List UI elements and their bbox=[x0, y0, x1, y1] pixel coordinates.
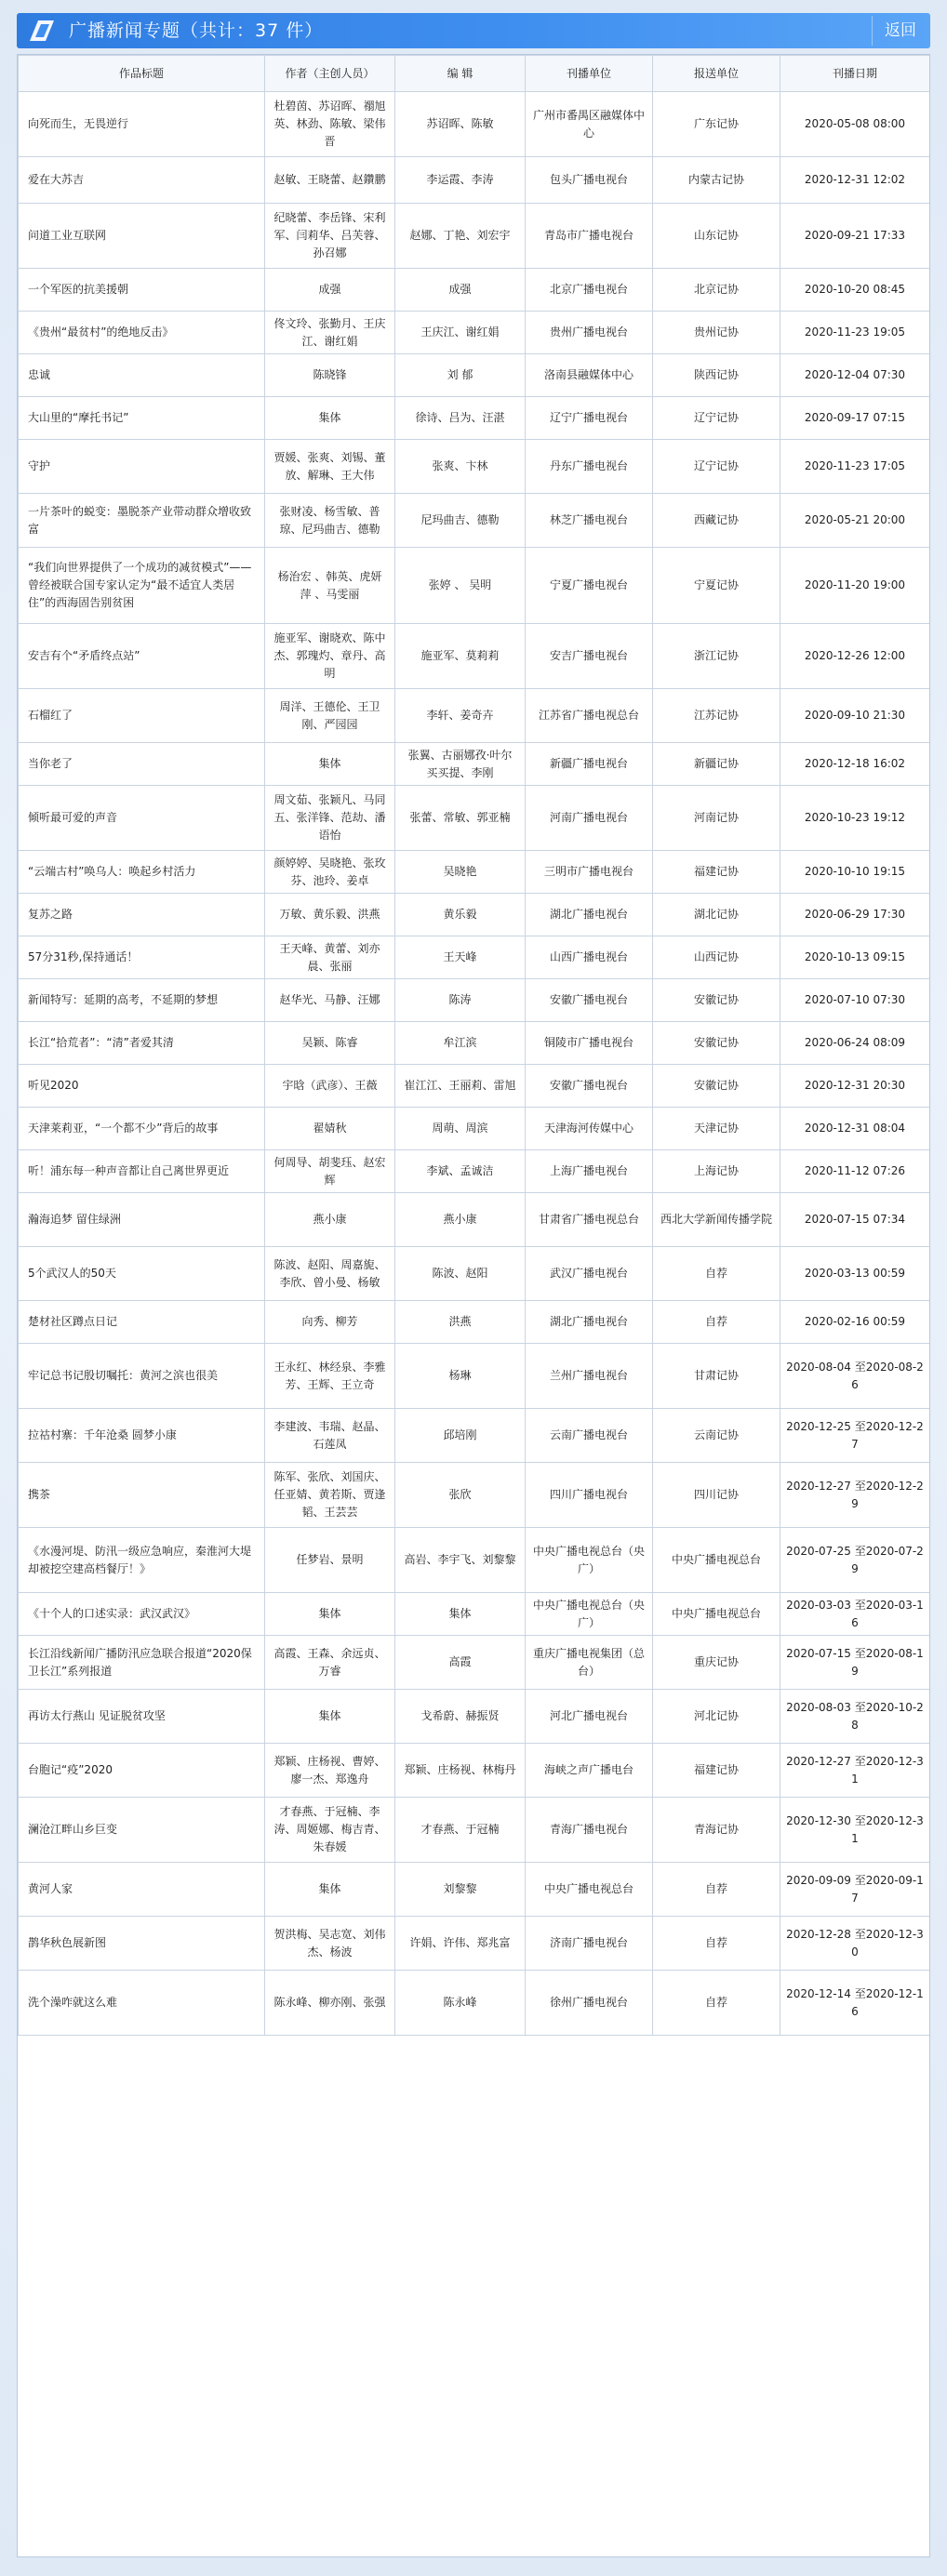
cell-date: 2020-05-08 08:00 bbox=[780, 92, 930, 157]
cell-authors: 陈永峰、柳亦刚、张强 bbox=[265, 1971, 395, 2036]
cell-date: 2020-09-09 至2020-09-17 bbox=[780, 1863, 930, 1917]
cell-date: 2020-12-31 08:04 bbox=[780, 1108, 930, 1150]
cell-date: 2020-12-31 20:30 bbox=[780, 1065, 930, 1108]
table-row bbox=[19, 743, 930, 786]
cell-authors: 施亚军、谢晓欢、陈中杰、郭瑰灼、章丹、高明 bbox=[265, 624, 395, 689]
cell-submitter: 湖北记协 bbox=[653, 894, 780, 936]
cell-submitter: 辽宁记协 bbox=[653, 397, 780, 440]
table-row bbox=[19, 1409, 930, 1463]
table-row bbox=[19, 786, 930, 851]
table-row bbox=[19, 1065, 930, 1108]
cell-authors: 陈晓锋 bbox=[265, 354, 395, 397]
table-row bbox=[19, 157, 930, 204]
table-row bbox=[19, 689, 930, 743]
cell-title[interactable]: 《贵州“最贫村”的绝地反击》 bbox=[19, 312, 265, 354]
cell-publisher: 济南广播电视台 bbox=[526, 1917, 653, 1971]
cell-authors: 集体 bbox=[265, 1593, 395, 1636]
table-row bbox=[19, 269, 930, 312]
cell-submitter: 安徽记协 bbox=[653, 1065, 780, 1108]
cell-submitter: 中央广播电视总台 bbox=[653, 1528, 780, 1593]
cell-submitter: 西北大学新闻传播学院 bbox=[653, 1193, 780, 1247]
cell-authors: 集体 bbox=[265, 1863, 395, 1917]
cell-title[interactable]: 听见2020 bbox=[19, 1065, 265, 1108]
cell-submitter: 内蒙古记协 bbox=[653, 157, 780, 204]
cell-date: 2020-10-13 09:15 bbox=[780, 936, 930, 979]
cell-title[interactable]: 鹊华秋色展新图 bbox=[19, 1917, 265, 1971]
cell-submitter: 福建记协 bbox=[653, 851, 780, 894]
cell-publisher: 三明市广播电视台 bbox=[526, 851, 653, 894]
cell-editors: 李轩、姜奇卉 bbox=[395, 689, 526, 743]
cell-date: 2020-06-29 17:30 bbox=[780, 894, 930, 936]
cell-date: 2020-12-04 07:30 bbox=[780, 354, 930, 397]
cell-submitter: 中央广播电视总台 bbox=[653, 1593, 780, 1636]
cell-publisher: 安吉广播电视台 bbox=[526, 624, 653, 689]
cell-date: 2020-12-27 至2020-12-29 bbox=[780, 1463, 930, 1528]
cell-date: 2020-12-25 至2020-12-27 bbox=[780, 1409, 930, 1463]
table-row bbox=[19, 1301, 930, 1344]
cell-date: 2020-09-17 07:15 bbox=[780, 397, 930, 440]
cell-title[interactable]: 复苏之路 bbox=[19, 894, 265, 936]
cell-editors: 戈希蔚、赫振贤 bbox=[395, 1690, 526, 1744]
cell-submitter: 福建记协 bbox=[653, 1744, 780, 1798]
cell-editors: 张欣 bbox=[395, 1463, 526, 1528]
cell-title[interactable]: 守护 bbox=[19, 440, 265, 494]
cell-editors: 刘黎黎 bbox=[395, 1863, 526, 1917]
table-row bbox=[19, 979, 930, 1022]
cell-publisher: 湖北广播电视台 bbox=[526, 894, 653, 936]
cell-publisher: 上海广播电视台 bbox=[526, 1150, 653, 1193]
cell-editors: 施亚军、莫莉莉 bbox=[395, 624, 526, 689]
news-table bbox=[18, 55, 930, 2036]
cell-editors: 张蕾、常敏、郭亚楠 bbox=[395, 786, 526, 851]
cell-title[interactable]: 当你老了 bbox=[19, 743, 265, 786]
cell-submitter: 云南记协 bbox=[653, 1409, 780, 1463]
cell-authors: 万敏、黄乐毅、洪燕 bbox=[265, 894, 395, 936]
cell-submitter: 西藏记协 bbox=[653, 494, 780, 548]
cell-authors: 集体 bbox=[265, 397, 395, 440]
column-header-editors: 编 辑 bbox=[395, 56, 526, 92]
cell-authors: 颜婷婷、吴晓艳、张玫芬、池玲、姜卓 bbox=[265, 851, 395, 894]
cell-editors: 徐诗、吕为、汪湛 bbox=[395, 397, 526, 440]
cell-editors: 才春燕、于冠楠 bbox=[395, 1798, 526, 1863]
cell-date: 2020-12-26 12:00 bbox=[780, 624, 930, 689]
cell-authors: 周洋、王德伦、王卫刚、严园园 bbox=[265, 689, 395, 743]
cell-editors: 苏诏晖、陈敏 bbox=[395, 92, 526, 157]
cell-submitter: 安徽记协 bbox=[653, 1022, 780, 1065]
cell-title[interactable]: 黄河人家 bbox=[19, 1863, 265, 1917]
cell-authors: 才春燕、于冠楠、李涛、周姬娜、梅吉青、朱春媛 bbox=[265, 1798, 395, 1863]
table-row bbox=[19, 204, 930, 269]
cell-date: 2020-03-03 至2020-03-16 bbox=[780, 1593, 930, 1636]
cell-date: 2020-09-21 17:33 bbox=[780, 204, 930, 269]
cell-date: 2020-11-23 17:05 bbox=[780, 440, 930, 494]
cell-authors: 王永红、林经泉、李雅芳、王辉、王立奇 bbox=[265, 1344, 395, 1409]
cell-authors: 王天峰、黄蕾、刘亦晨、张丽 bbox=[265, 936, 395, 979]
cell-editors: 杨琳 bbox=[395, 1344, 526, 1409]
cell-submitter: 新疆记协 bbox=[653, 743, 780, 786]
cell-submitter: 自荐 bbox=[653, 1917, 780, 1971]
cell-title[interactable]: 《十个人的口述实录：武汉武汉》 bbox=[19, 1593, 265, 1636]
cell-authors: 陈波、赵阳、周嘉旎、李欣、曾小曼、杨敏 bbox=[265, 1247, 395, 1301]
table-row bbox=[19, 1593, 930, 1636]
cell-title[interactable]: “我们向世界提供了一个成功的减贫模式”——曾经被联合国专家认定为“最不适宜人类居住”的西海固告别贫困 bbox=[19, 548, 265, 624]
table-row bbox=[19, 440, 930, 494]
table-row bbox=[19, 92, 930, 157]
cell-publisher: 广州市番禺区融媒体中心 bbox=[526, 92, 653, 157]
cell-authors: 张财凌、杨雪敏、普琼、尼玛曲吉、德勒 bbox=[265, 494, 395, 548]
cell-title[interactable]: 一个军医的抗美援朝 bbox=[19, 269, 265, 312]
cell-editors: 陈永峰 bbox=[395, 1971, 526, 2036]
cell-submitter: 河北记协 bbox=[653, 1690, 780, 1744]
table-header-row bbox=[19, 56, 930, 92]
table-row bbox=[19, 1108, 930, 1150]
table-row bbox=[19, 1690, 930, 1744]
cell-date: 2020-12-28 至2020-12-30 bbox=[780, 1917, 930, 1971]
cell-title[interactable]: 爱在大苏吉 bbox=[19, 157, 265, 204]
cell-editors: 李斌、孟诚洁 bbox=[395, 1150, 526, 1193]
header-logo-icon bbox=[30, 20, 54, 41]
cell-authors: 李建波、韦瑞、赵晶、石莲凤 bbox=[265, 1409, 395, 1463]
cell-publisher: 江苏省广播电视总台 bbox=[526, 689, 653, 743]
cell-publisher: 安徽广播电视台 bbox=[526, 979, 653, 1022]
column-header-publisher: 刊播单位 bbox=[526, 56, 653, 92]
cell-authors: 赵敏、王晓蕾、赵鑽鹏 bbox=[265, 157, 395, 204]
table-row bbox=[19, 1344, 930, 1409]
cell-publisher: 中央广播电视总台（央广） bbox=[526, 1593, 653, 1636]
table-row bbox=[19, 1971, 930, 2036]
table-row bbox=[19, 312, 930, 354]
cell-title[interactable]: 问道工业互联网 bbox=[19, 204, 265, 269]
cell-publisher: 包头广播电视台 bbox=[526, 157, 653, 204]
cell-editors: 王庆江、谢红娟 bbox=[395, 312, 526, 354]
cell-title[interactable]: 长江“拾荒者”：“清”者爱其清 bbox=[19, 1022, 265, 1065]
cell-submitter: 辽宁记协 bbox=[653, 440, 780, 494]
cell-editors: 张爽、卞林 bbox=[395, 440, 526, 494]
cell-title[interactable]: 台胞记“疫”2020 bbox=[19, 1744, 265, 1798]
cell-submitter: 贵州记协 bbox=[653, 312, 780, 354]
cell-editors: 赵娜、丁艳、刘宏宇 bbox=[395, 204, 526, 269]
cell-date: 2020-07-25 至2020-07-29 bbox=[780, 1528, 930, 1593]
cell-title[interactable]: 5个武汉人的50天 bbox=[19, 1247, 265, 1301]
cell-editors: 邱培刚 bbox=[395, 1409, 526, 1463]
cell-submitter: 广东记协 bbox=[653, 92, 780, 157]
cell-submitter: 自荐 bbox=[653, 1971, 780, 2036]
cell-authors: 翟婧秋 bbox=[265, 1108, 395, 1150]
cell-title[interactable]: 《水漫河堤、防汛一级应急响应，秦淮河大堤却被挖空建高档餐厅！》 bbox=[19, 1528, 265, 1593]
cell-date: 2020-11-12 07:26 bbox=[780, 1150, 930, 1193]
cell-title[interactable]: 天津莱莉亚，“一个都不少”背后的故事 bbox=[19, 1108, 265, 1150]
cell-date: 2020-12-27 至2020-12-31 bbox=[780, 1744, 930, 1798]
cell-submitter: 江苏记协 bbox=[653, 689, 780, 743]
cell-editors: 燕小康 bbox=[395, 1193, 526, 1247]
table-row bbox=[19, 548, 930, 624]
cell-title[interactable]: 牢记总书记殷切嘱托：黄河之滨也很美 bbox=[19, 1344, 265, 1409]
table-body bbox=[19, 92, 930, 2036]
news-table-container bbox=[17, 54, 930, 2557]
cell-editors: 陈波、赵阳 bbox=[395, 1247, 526, 1301]
cell-submitter: 自荐 bbox=[653, 1247, 780, 1301]
cell-title[interactable]: 向死而生，无畏逆行 bbox=[19, 92, 265, 157]
cell-authors: 任梦岩、景明 bbox=[265, 1528, 395, 1593]
cell-editors: 周萌、周滨 bbox=[395, 1108, 526, 1150]
cell-publisher: 青海广播电视台 bbox=[526, 1798, 653, 1863]
cell-title[interactable]: 携茶 bbox=[19, 1463, 265, 1528]
cell-publisher: 山西广播电视台 bbox=[526, 936, 653, 979]
cell-publisher: 四川广播电视台 bbox=[526, 1463, 653, 1528]
table-row bbox=[19, 936, 930, 979]
back-button[interactable]: 返回 bbox=[872, 16, 928, 46]
cell-title[interactable]: 楚材社区蹲点日记 bbox=[19, 1301, 265, 1344]
cell-publisher: 新疆广播电视台 bbox=[526, 743, 653, 786]
cell-submitter: 自荐 bbox=[653, 1863, 780, 1917]
cell-date: 2020-05-21 20:00 bbox=[780, 494, 930, 548]
cell-submitter: 甘肃记协 bbox=[653, 1344, 780, 1409]
table-row bbox=[19, 354, 930, 397]
cell-editors: 高霞 bbox=[395, 1636, 526, 1690]
table-row bbox=[19, 851, 930, 894]
cell-editors: 许娟、许伟、郑兆富 bbox=[395, 1917, 526, 1971]
cell-publisher: 天津海河传媒中心 bbox=[526, 1108, 653, 1150]
cell-editors: 郑颖、庄杨视、林梅丹 bbox=[395, 1744, 526, 1798]
cell-authors: 集体 bbox=[265, 743, 395, 786]
cell-title[interactable]: 澜沧江畔山乡巨变 bbox=[19, 1798, 265, 1863]
cell-date: 2020-08-04 至2020-08-26 bbox=[780, 1344, 930, 1409]
cell-submitter: 浙江记协 bbox=[653, 624, 780, 689]
cell-submitter: 上海记协 bbox=[653, 1150, 780, 1193]
cell-authors: 成强 bbox=[265, 269, 395, 312]
cell-submitter: 山东记协 bbox=[653, 204, 780, 269]
cell-editors: 集体 bbox=[395, 1593, 526, 1636]
cell-submitter: 重庆记协 bbox=[653, 1636, 780, 1690]
cell-title[interactable]: 拉祜村寨：千年沧桑 圆梦小康 bbox=[19, 1409, 265, 1463]
cell-publisher: 林芝广播电视台 bbox=[526, 494, 653, 548]
cell-authors: 佟文玲、张勤月、王庆江、谢红娟 bbox=[265, 312, 395, 354]
cell-title[interactable]: 忠诚 bbox=[19, 354, 265, 397]
cell-editors: 牟江滨 bbox=[395, 1022, 526, 1065]
cell-submitter: 北京记协 bbox=[653, 269, 780, 312]
cell-title[interactable]: 57分31秒,保持通话！ bbox=[19, 936, 265, 979]
cell-publisher: 北京广播电视台 bbox=[526, 269, 653, 312]
cell-authors: 杜碧茵、苏诏晖、禤旭英、林劲、陈敏、梁伟晋 bbox=[265, 92, 395, 157]
cell-editors: 尼玛曲吉、德勒 bbox=[395, 494, 526, 548]
cell-publisher: 河北广播电视台 bbox=[526, 1690, 653, 1744]
cell-authors: 郑颖、庄杨视、曹婷、廖一杰、郑逸舟 bbox=[265, 1744, 395, 1798]
cell-editors: 高岩、李宇飞、刘黎黎 bbox=[395, 1528, 526, 1593]
cell-date: 2020-07-10 07:30 bbox=[780, 979, 930, 1022]
table-row bbox=[19, 1917, 930, 1971]
cell-submitter: 自荐 bbox=[653, 1301, 780, 1344]
table-row bbox=[19, 1193, 930, 1247]
table-row bbox=[19, 1798, 930, 1863]
cell-publisher: 辽宁广播电视台 bbox=[526, 397, 653, 440]
cell-date: 2020-10-10 19:15 bbox=[780, 851, 930, 894]
cell-date: 2020-11-20 19:00 bbox=[780, 548, 930, 624]
cell-title[interactable]: 大山里的“摩托书记” bbox=[19, 397, 265, 440]
cell-date: 2020-02-16 00:59 bbox=[780, 1301, 930, 1344]
cell-title[interactable]: 一片茶叶的蜕变：墨脱茶产业带动群众增收致富 bbox=[19, 494, 265, 548]
cell-editors: 洪燕 bbox=[395, 1301, 526, 1344]
cell-authors: 高霞、王森、余远贞、万睿 bbox=[265, 1636, 395, 1690]
cell-authors: 贾媛、张爽、刘锡、董放、解琳、王大伟 bbox=[265, 440, 395, 494]
cell-submitter: 安徽记协 bbox=[653, 979, 780, 1022]
table-row bbox=[19, 1463, 930, 1528]
cell-authors: 赵华光、马静、汪娜 bbox=[265, 979, 395, 1022]
cell-date: 2020-10-20 08:45 bbox=[780, 269, 930, 312]
cell-title[interactable]: 洗个澡咋就这么难 bbox=[19, 1971, 265, 2036]
cell-date: 2020-07-15 至2020-08-19 bbox=[780, 1636, 930, 1690]
cell-authors: 集体 bbox=[265, 1690, 395, 1744]
cell-submitter: 宁夏记协 bbox=[653, 548, 780, 624]
cell-date: 2020-10-23 19:12 bbox=[780, 786, 930, 851]
table-row bbox=[19, 894, 930, 936]
cell-publisher: 青岛市广播电视台 bbox=[526, 204, 653, 269]
cell-date: 2020-12-14 至2020-12-16 bbox=[780, 1971, 930, 2036]
cell-submitter: 四川记协 bbox=[653, 1463, 780, 1528]
cell-title[interactable]: 石榴红了 bbox=[19, 689, 265, 743]
column-header-date: 刊播日期 bbox=[780, 56, 930, 92]
table-row bbox=[19, 397, 930, 440]
cell-date: 2020-08-03 至2020-10-28 bbox=[780, 1690, 930, 1744]
cell-publisher: 海峡之声广播电台 bbox=[526, 1744, 653, 1798]
cell-publisher: 洛南县融媒体中心 bbox=[526, 354, 653, 397]
cell-publisher: 贵州广播电视台 bbox=[526, 312, 653, 354]
table-row bbox=[19, 1022, 930, 1065]
page-title: 广播新闻专题（共计：37 件） bbox=[69, 20, 324, 41]
cell-authors: 陈军、张欣、刘国庆、任亚婧、黄若斯、贾逢韬、王芸芸 bbox=[265, 1463, 395, 1528]
cell-authors: 宇晗（武彦）、王薇 bbox=[265, 1065, 395, 1108]
cell-editors: 张翼、古丽娜孜·叶尔买买提、李刚 bbox=[395, 743, 526, 786]
cell-publisher: 重庆广播电视集团（总台） bbox=[526, 1636, 653, 1690]
cell-date: 2020-07-15 07:34 bbox=[780, 1193, 930, 1247]
cell-editors: 吴晓艳 bbox=[395, 851, 526, 894]
cell-date: 2020-11-23 19:05 bbox=[780, 312, 930, 354]
table-row bbox=[19, 1150, 930, 1193]
cell-publisher: 丹东广播电视台 bbox=[526, 440, 653, 494]
cell-editors: 成强 bbox=[395, 269, 526, 312]
cell-date: 2020-12-18 16:02 bbox=[780, 743, 930, 786]
cell-authors: 何周导、胡斐珏、赵宏辉 bbox=[265, 1150, 395, 1193]
table-row bbox=[19, 1744, 930, 1798]
cell-publisher: 中央广播电视总台 bbox=[526, 1863, 653, 1917]
cell-publisher: 徐州广播电视台 bbox=[526, 1971, 653, 2036]
cell-authors: 吴颖、陈睿 bbox=[265, 1022, 395, 1065]
page-header bbox=[17, 13, 930, 48]
cell-title[interactable]: 听！浦东每一种声音都让自己离世界更近 bbox=[19, 1150, 265, 1193]
column-header-title: 作品标题 bbox=[19, 56, 265, 92]
cell-authors: 贺洪梅、吴志宽、刘伟杰、杨波 bbox=[265, 1917, 395, 1971]
cell-editors: 王天峰 bbox=[395, 936, 526, 979]
cell-publisher: 宁夏广播电视台 bbox=[526, 548, 653, 624]
column-header-authors: 作者（主创人员） bbox=[265, 56, 395, 92]
cell-submitter: 河南记协 bbox=[653, 786, 780, 851]
cell-submitter: 陕西记协 bbox=[653, 354, 780, 397]
cell-title[interactable]: 新闻特写：延期的高考，不延期的梦想 bbox=[19, 979, 265, 1022]
cell-publisher: 中央广播电视总台（央广） bbox=[526, 1528, 653, 1593]
cell-publisher: 安徽广播电视台 bbox=[526, 1065, 653, 1108]
table-row bbox=[19, 1247, 930, 1301]
cell-publisher: 甘肃省广播电视总台 bbox=[526, 1193, 653, 1247]
table-row bbox=[19, 1863, 930, 1917]
cell-date: 2020-09-10 21:30 bbox=[780, 689, 930, 743]
cell-submitter: 山西记协 bbox=[653, 936, 780, 979]
cell-editors: 陈涛 bbox=[395, 979, 526, 1022]
cell-authors: 杨治宏 、韩英、虎妍萍 、马雯丽 bbox=[265, 548, 395, 624]
cell-date: 2020-12-30 至2020-12-31 bbox=[780, 1798, 930, 1863]
cell-editors: 刘 郁 bbox=[395, 354, 526, 397]
cell-title[interactable]: 瀚海追梦 留住绿洲 bbox=[19, 1193, 265, 1247]
cell-publisher: 武汉广播电视台 bbox=[526, 1247, 653, 1301]
cell-editors: 黄乐毅 bbox=[395, 894, 526, 936]
table-row bbox=[19, 1528, 930, 1593]
cell-publisher: 河南广播电视台 bbox=[526, 786, 653, 851]
table-row bbox=[19, 624, 930, 689]
cell-date: 2020-06-24 08:09 bbox=[780, 1022, 930, 1065]
cell-publisher: 兰州广播电视台 bbox=[526, 1344, 653, 1409]
column-header-submitter: 报送单位 bbox=[653, 56, 780, 92]
cell-title[interactable]: 倾听最可爱的声音 bbox=[19, 786, 265, 851]
table-row bbox=[19, 494, 930, 548]
cell-publisher: 铜陵市广播电视台 bbox=[526, 1022, 653, 1065]
cell-title[interactable]: 长江沿线新闻广播防汛应急联合报道“2020保卫长江”系列报道 bbox=[19, 1636, 265, 1690]
cell-submitter: 青海记协 bbox=[653, 1798, 780, 1863]
cell-authors: 周文茹、张颖凡、马同五、张洋锋、范劫、潘语怡 bbox=[265, 786, 395, 851]
cell-date: 2020-03-13 00:59 bbox=[780, 1247, 930, 1301]
cell-submitter: 天津记协 bbox=[653, 1108, 780, 1150]
table-row bbox=[19, 1636, 930, 1690]
cell-editors: 李运霞、李涛 bbox=[395, 157, 526, 204]
cell-authors: 燕小康 bbox=[265, 1193, 395, 1247]
cell-publisher: 湖北广播电视台 bbox=[526, 1301, 653, 1344]
cell-publisher: 云南广播电视台 bbox=[526, 1409, 653, 1463]
cell-editors: 张婷 、 吴明 bbox=[395, 548, 526, 624]
cell-date: 2020-12-31 12:02 bbox=[780, 157, 930, 204]
cell-authors: 向秀、柳芳 bbox=[265, 1301, 395, 1344]
cell-title[interactable]: “云端古村”唤乌人：唤起乡村活力 bbox=[19, 851, 265, 894]
cell-title[interactable]: 安吉有个“矛盾终点站” bbox=[19, 624, 265, 689]
cell-editors: 崔江江、王丽莉、雷旭 bbox=[395, 1065, 526, 1108]
cell-title[interactable]: 再访太行燕山 见证脱贫攻坚 bbox=[19, 1690, 265, 1744]
cell-authors: 纪晓蕾、李岳锋、宋利军、闫莉华、吕芙蓉、孙召娜 bbox=[265, 204, 395, 269]
